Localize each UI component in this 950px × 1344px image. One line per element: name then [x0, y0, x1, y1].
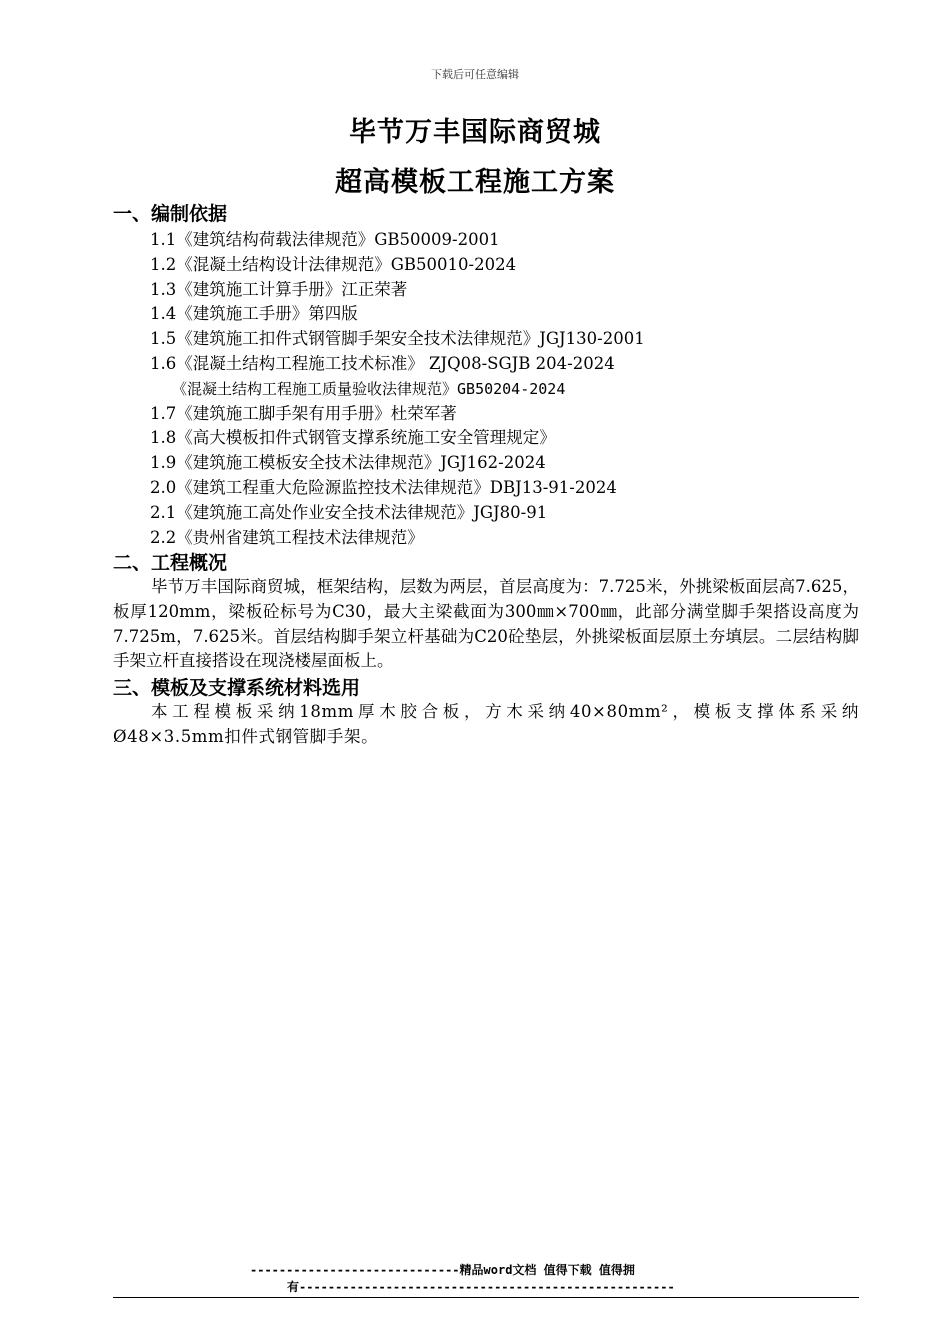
section-heading-overview: 二、工程概况: [113, 552, 228, 574]
section-heading-basis: 一、编制依据: [113, 203, 228, 225]
document-subtitle: 超高模板工程施工方案: [335, 167, 615, 198]
materials-paragraph: 本工程模板采纳18mm厚木胶合板，方木采纳40×80mm²，模板支撑体系采纳Ø48×3.5mm扣件式钢管脚手架。: [113, 702, 859, 746]
reference-item: 1.3《建筑施工计算手册》江正荣著: [150, 279, 408, 299]
overview-paragraph: 毕节万丰国际商贸城，框架结构，层数为两层，首层高度为：7.725米，外挑梁板面层高7.625，板厚120mm，梁板砼标号为C30，最大主梁截面为300㎜×700㎜，此部分满堂脚手架搭设高度为7.725m，7.625米。首层结构脚手架立杆基础为C20砼垫层，外挑梁板面层原土夯填层。二层结构脚手架立杆直接搭设在现浇楼屋面板上。: [113, 577, 859, 671]
reference-item: 1.8《高大模板扣件式钢管支撑系统施工安全管理规定》: [150, 428, 556, 448]
section-heading-materials: 三、模板及支撑系统材料选用: [113, 677, 361, 699]
reference-item: 2.0《建筑工程重大危险源监控技术法律规范》DBJ13-91-2024: [150, 477, 617, 497]
footer-banner-line1: -----------------------------精品word文档 值得下载 值得拥: [250, 1263, 635, 1277]
document-title: 毕节万丰国际商贸城: [349, 117, 601, 148]
reference-item: 1.9《建筑施工模板安全技术法律规范》JGJ162-2024: [150, 453, 546, 473]
reference-item: 1.2《混凝土结构设计法律规范》GB50010-2024: [150, 254, 517, 274]
reference-item: 《混凝土结构工程施工质量验收法律规范》GB50204-2024: [172, 379, 566, 398]
footer-divider: [113, 1297, 859, 1298]
reference-item: 2.1《建筑施工高处作业安全技术法律规范》JGJ80-91: [150, 502, 548, 522]
reference-item: 2.2《贵州省建筑工程技术法律规范》: [150, 527, 424, 547]
reference-item: 1.5《建筑施工扣件式钢管脚手架安全技术法律规范》JGJ130-2001: [150, 329, 645, 349]
reference-item: 1.1《建筑结构荷载法律规范》GB50009-2001: [150, 230, 500, 249]
footer-banner-line2: 有----------------------------------------------------: [287, 1280, 675, 1294]
reference-item: 1.6《混凝土结构工程施工技术标准》 ZJQ08-SGJB 204-2024: [150, 353, 615, 373]
reference-item: 1.7《建筑施工脚手架有用手册》杜荣军著: [150, 403, 457, 423]
reference-item: 1.4《建筑施工手册》第四版: [150, 304, 358, 324]
page-header-note: 下载后可任意编辑: [431, 68, 519, 81]
reference-list: [150, 228, 645, 550]
